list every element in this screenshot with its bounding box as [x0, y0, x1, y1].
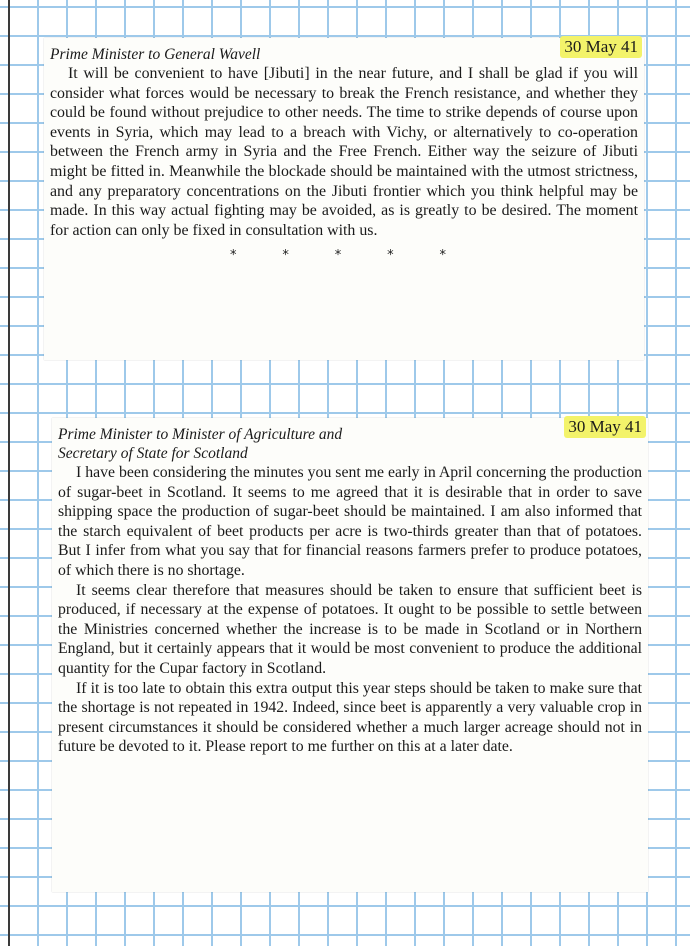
separator-star: *: [282, 248, 289, 264]
minute-card-agriculture: [52, 418, 648, 892]
body-paragraph: It will be convenient to have [Jibuti] in the near future, and I shall be glad if you will consider what forces would be necessary to break the French resistance, and whether they could be found without prejudice to other needs. The time to strike depends of course upon events in Syria, which may lead to a breach with Vichy, or alternatively to co-operation between the French army in Syria and the Free French. Either way the seizure of Jibuti might be fitted in. Meanwhile the blockade should be maintained with the utmost strictness, and any preparatory concentrations on the Jibuti frontier which you think helpful may be made. In this way actual fighting may be avoided, as is greatly to be desired. The moment for action can only be fixed in consultation with us.: [50, 65, 638, 239]
recipient-text: Secretary of State for Scotland: [58, 445, 248, 462]
date-highlighted: 30 May 41: [564, 416, 646, 438]
recipient-text: Prime Minister to Minister of Agriculture and: [58, 426, 343, 443]
recipient-text: Prime Minister to General Wavell: [50, 46, 261, 63]
minute-body: [44, 64, 644, 240]
minute-header: [52, 418, 648, 463]
minute-header: [44, 38, 644, 64]
body-paragraph: If it is too late to obtain this extra output this year steps should be taken to make sure that the shortage is not repeated in 1942. Indeed, since beet is apparently a very valuable crop in present circumstances it should be considered whether a much larger acreage should not in future be devoted to it. Please report to me further on this at a later date.: [58, 679, 642, 756]
separator-star: *: [387, 248, 394, 264]
section-separator: [230, 248, 446, 263]
minute-body: [52, 463, 648, 757]
date-highlighted: 30 May 41: [560, 36, 642, 58]
recipient-line: [50, 45, 638, 64]
minute-card-wavell: [44, 38, 644, 360]
separator-star: *: [334, 248, 342, 264]
body-paragraph: It seems clear therefore that measures should be taken to ensure that sufficient beet is produced, if necessary at the expense of potatoes. It ought to be possible to settle between the Ministries concerned whether the increase is to be made in Scotland or in Northern England, but it certainly appears that it would be most convenient to produce the additional quantity for the Cupar factory in Scotland.: [58, 581, 642, 677]
recipient-line: [58, 425, 642, 463]
separator-star: *: [439, 248, 446, 264]
separator-star: *: [230, 248, 237, 264]
body-paragraph: I have been considering the minutes you sent me early in April concerning the production of sugar-beet in Scotland. It seems to me agreed that it is desirable that in order to save shipping space the production of sugar-beet should be maintained. I am also informed that the starch equivalent of beet products per acre is two-thirds greater than that of potatoes. But I infer from what you say that for financial reasons farmers prefer to produce potatoes, of which there is no shortage.: [58, 464, 642, 579]
